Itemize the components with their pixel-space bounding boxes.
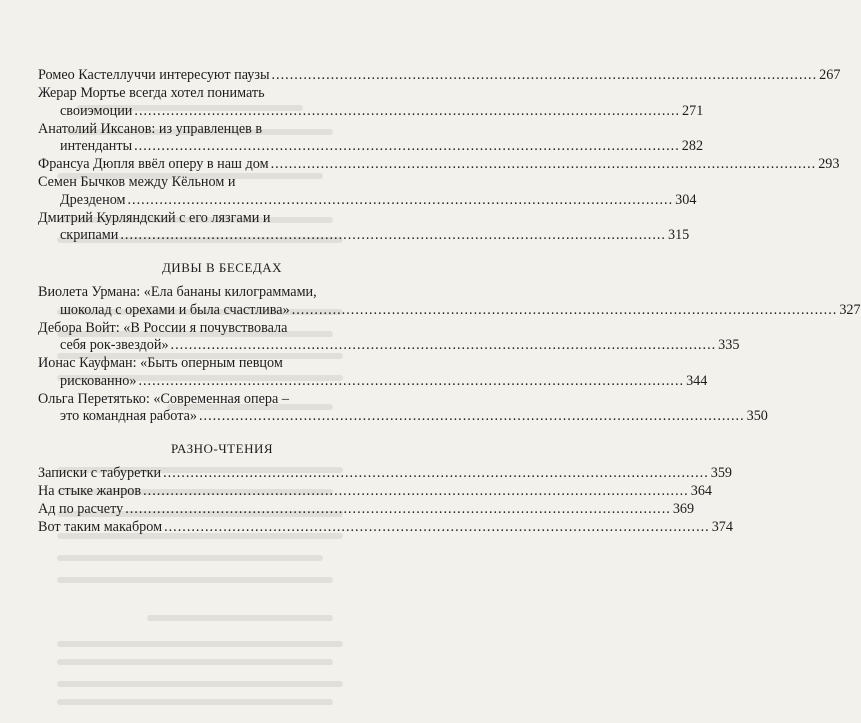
toc-entry bbox=[38, 120, 704, 156]
toc-page-number: 293 bbox=[818, 156, 840, 172]
toc-entry bbox=[38, 319, 740, 355]
dot-leader: ........................................................................................................................ bbox=[127, 191, 674, 208]
toc-entry-final-line bbox=[38, 138, 704, 156]
dot-leader: ........................................................................................................................ bbox=[138, 372, 685, 389]
toc-entry-title-line: Дмитрий Курляндский с его лязгами и bbox=[38, 209, 271, 226]
dot-leader: ........................................................................................................................ bbox=[291, 301, 838, 318]
toc-entry bbox=[38, 156, 840, 174]
toc-entry-final-line bbox=[38, 301, 861, 320]
toc-page-number: 359 bbox=[710, 465, 733, 481]
toc-entry-title-line: интенданты bbox=[60, 138, 133, 154]
toc-entry-title-line: себя рок-звездой» bbox=[60, 337, 169, 353]
toc-entry-final-line bbox=[38, 465, 733, 483]
toc-entry bbox=[38, 355, 708, 390]
toc-entry-final-line bbox=[38, 337, 740, 355]
toc-entry-final-line bbox=[38, 519, 733, 537]
toc-entry-title-line: Франсуа Дюпля ввёл оперу в наш дом bbox=[38, 156, 269, 172]
toc-entry-title-line: своиэмоции bbox=[60, 102, 133, 119]
toc-entry bbox=[38, 284, 861, 319]
toc-group-2 bbox=[38, 284, 861, 426]
toc-entry-final-line bbox=[38, 191, 697, 210]
dot-leader: ........................................................................................................................ bbox=[120, 227, 666, 243]
toc-page-number: 315 bbox=[667, 227, 690, 243]
toc-page-number: 369 bbox=[672, 501, 695, 517]
toc-entry bbox=[38, 501, 695, 519]
dot-leader: ........................................................................................................................ bbox=[134, 102, 681, 119]
toc-entry bbox=[38, 85, 704, 120]
toc-entry bbox=[38, 465, 733, 483]
toc-entry bbox=[38, 390, 768, 426]
toc-entry-final-line bbox=[38, 156, 840, 174]
toc-entry-final-line bbox=[38, 483, 712, 501]
dot-leader: ........................................................................................................................ bbox=[271, 67, 818, 83]
toc-entry bbox=[38, 519, 733, 537]
toc-page-number: 374 bbox=[711, 519, 733, 535]
toc-entry-final-line bbox=[38, 372, 708, 391]
toc-page-number: 350 bbox=[746, 408, 768, 424]
section-heading-raznochteniya: РАЗНО-ЧТЕНИЯ bbox=[170, 440, 274, 456]
toc-entry-title-line: Ионас Кауфман: «Быть оперным певцом bbox=[38, 355, 283, 371]
toc-entry bbox=[38, 67, 841, 85]
toc-entry-title-line: Записки с табуретки bbox=[38, 465, 162, 481]
toc-entry-title-line: Дебора Войт: «В России я почувствовала bbox=[38, 319, 288, 336]
toc-entry-title-line: Вот таким макабром bbox=[38, 519, 163, 535]
dot-leader: ........................................................................................................................ bbox=[170, 337, 717, 353]
toc-entry-title-line: Ольга Перетятько: «Современная опера – bbox=[38, 390, 289, 407]
toc-entry-final-line bbox=[38, 501, 695, 519]
toc-entry-title-line: Жерар Мортье всегда хотел понимать bbox=[38, 85, 265, 101]
dot-leader: ........................................................................................................................ bbox=[270, 156, 817, 172]
toc-entry-title-line: Семен Бычков между Кёльном и bbox=[38, 174, 236, 190]
toc-entry-title-line: Анатолий Иксанов: из управленцев в bbox=[38, 120, 263, 137]
toc-page-number: 282 bbox=[681, 138, 704, 154]
table-of-contents bbox=[38, 67, 861, 537]
toc-entry-final-line bbox=[38, 67, 841, 85]
toc-page-number: 304 bbox=[675, 191, 697, 208]
toc-entry-final-line bbox=[38, 102, 704, 121]
toc-page-number: 267 bbox=[819, 67, 841, 83]
dot-leader: ........................................................................................................................ bbox=[134, 138, 680, 154]
toc-entry-final-line bbox=[38, 408, 768, 426]
toc-group-1 bbox=[38, 67, 841, 245]
toc-entry-title-line: шоколад с орехами и была счастлива» bbox=[60, 301, 290, 318]
toc-entry bbox=[38, 209, 690, 245]
toc-entry-title-line: рискованно» bbox=[60, 372, 137, 389]
toc-page-number: 271 bbox=[682, 102, 704, 119]
toc-entry bbox=[38, 174, 697, 209]
toc-entry bbox=[38, 483, 712, 501]
dot-leader: ........................................................................................................................ bbox=[125, 501, 671, 517]
toc-page-number: 335 bbox=[718, 337, 740, 353]
dot-leader: ........................................................................................................................ bbox=[163, 465, 709, 481]
toc-entry-title-line: На стыке жанров bbox=[38, 483, 142, 499]
toc-group-3 bbox=[38, 465, 733, 537]
dot-leader: ........................................................................................................................ bbox=[198, 408, 745, 424]
toc-page-number: 364 bbox=[690, 483, 712, 499]
toc-entry-final-line bbox=[38, 227, 690, 245]
section-heading-divas: ДИВЫ В БЕСЕДАХ bbox=[161, 259, 283, 275]
toc-page-number: 344 bbox=[686, 372, 708, 389]
toc-entry-title-line: Дрезденом bbox=[60, 191, 126, 208]
toc-entry-title-line: Ромео Кастеллуччи интересуют паузы bbox=[38, 67, 270, 83]
toc-entry-title-line: Виолета Урмана: «Ела бананы килограммами, bbox=[38, 284, 317, 300]
toc-page-number: 327 bbox=[839, 301, 861, 318]
toc-entry-title-line: скрипами bbox=[60, 227, 119, 243]
dot-leader: ........................................................................................................................ bbox=[143, 483, 689, 499]
toc-entry-title-line: Ад по расчету bbox=[38, 501, 124, 517]
toc-entry-title-line: это командная работа» bbox=[60, 408, 197, 424]
dot-leader: ........................................................................................................................ bbox=[164, 519, 710, 535]
